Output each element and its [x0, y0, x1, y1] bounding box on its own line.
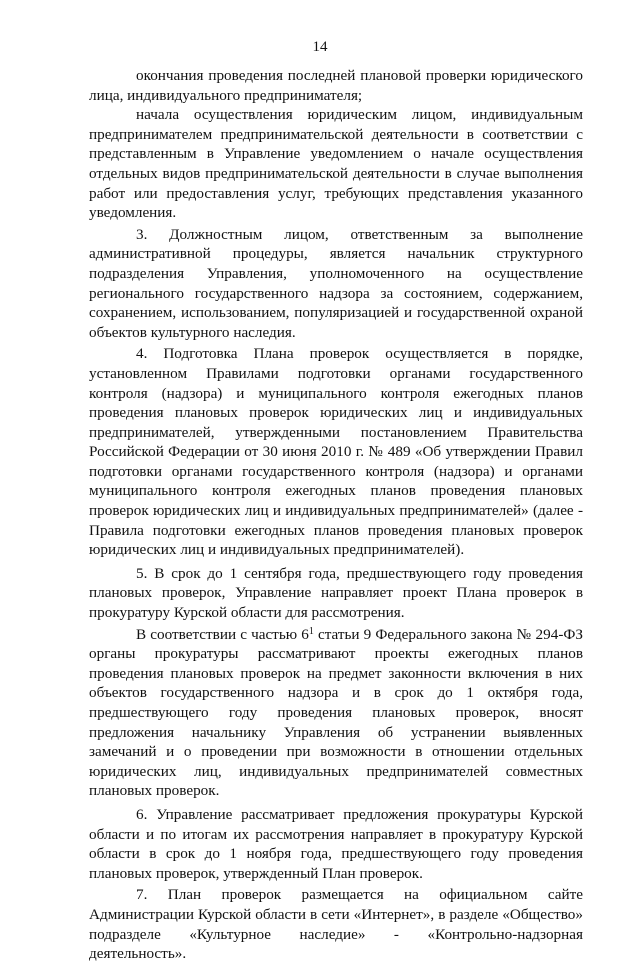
paragraph-item-4: 4. Подготовка Плана проверок осуществляется в порядке, установленном Правилами подготовки органами государственного контроля (надзора) и муниципального контроля ежегодных планов проведения плановых проверок юридических лиц и индивидуальных предпринимателей, утвержденными постановлением Правительства Российской Федерации от 30 июня 2010 г. № 489 «Об утверждении Правил подготовки органами государственного контроля (надзора) и органами муниципального контроля ежегодных планов проведения плановых проверок юридических лиц и индивидуальных предпринимателей» (далее - Правила подготовки ежегодных планов проведения плановых проверок юридических лиц и индивидуальных предпринимателей).	[89, 345, 583, 559]
paragraph-item-7: 7. План проверок размещается на официальном сайте Администрации Курской области в сети «Интернет», в разделе «Общество» подразделе «Культурное наследие» - «Контрольно-надзорная деятельность».	[89, 886, 583, 963]
prosecutor-review-text-rest: статьи 9 Федерального закона № 294-ФЗ органы прокуратуры рассматривают проекты ежегодных планов проведения плановых проверок на предмет законности включения в них объектов государственного надзора и в срок до 1 октября года, предшествующего году проведения плановых проверок, вносят предложения начальнику Управления об устранении выявленных замечаний и о проведении при возможности в отношении отдельных юридических лиц, индивидуальных предпринимателей совместных плановых проверок.	[89, 625, 584, 800]
paragraph-item-3: 3. Должностным лицом, ответственным за выполнение административной процедуры, является начальник структурного подразделения Управления, уполномоченного на осуществление регионального государственного надзора за состоянием, содержанием, сохранением, использованием, популяризацией и государственной охраной объектов культурного наследия.	[89, 225, 583, 341]
paragraph-inspection-end: окончания проведения последней плановой проверки юридического лица, индивидуального предпринимателя;	[89, 67, 583, 104]
paragraph-item-5: 5. В срок до 1 сентября года, предшествующего году проведения плановых проверок, Управление направляет проект Плана проверок в прокуратуру Курской области для рассмотрения.	[89, 564, 583, 622]
document-body	[89, 66, 583, 964]
paragraph-item-6: 6. Управление рассматривает предложения прокуратуры Курской области и по итогам их рассмотрения направляет в прокуратуру Курской области в срок до 1 ноября года, предшествующего году проведения плановых проверок, утвержденный План проверок.	[89, 805, 583, 882]
paragraph-activity-start: начала осуществления юридическим лицом, индивидуальным предпринимателем предпринимательской деятельности в соответствии с представленным в Управление уведомлением о начале осуществления отдельных видов предпринимательской деятельности в случае выполнения работ или предоставления услуг, требующих представления указанного уведомления.	[89, 106, 583, 222]
page-number: 14	[312, 39, 328, 55]
prosecutor-review-text-start: В соответствии с частью 6	[136, 625, 309, 643]
footnote-superscript: 1	[308, 625, 314, 637]
paragraph-prosecutor-review	[89, 625, 583, 801]
